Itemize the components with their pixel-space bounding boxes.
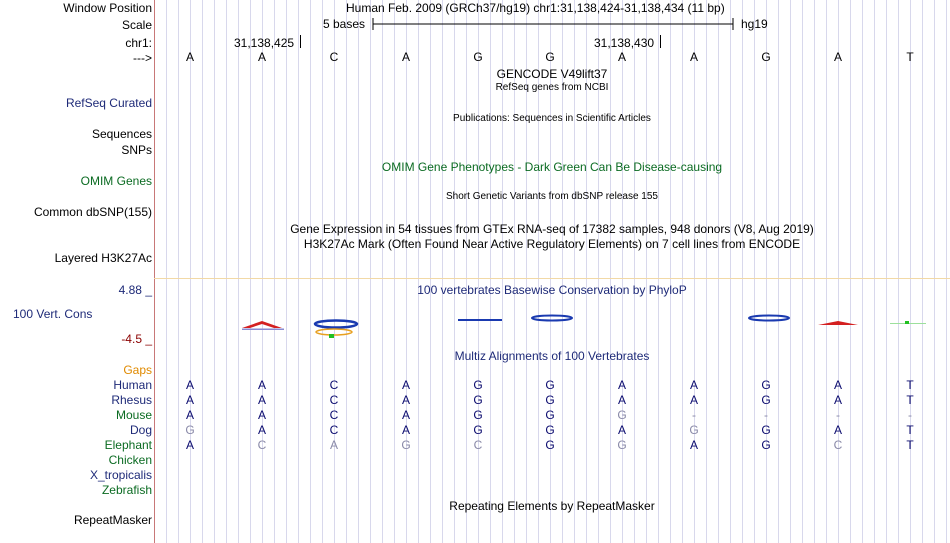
species-label[interactable]: Rhesus [111, 393, 152, 407]
species-label[interactable]: X_tropicalis [89, 468, 152, 482]
sequence-base: A [833, 50, 842, 64]
alignment-base: A [185, 408, 194, 422]
alignment-base: G [545, 378, 555, 392]
alignment-base: A [833, 378, 842, 392]
vert-cons-label[interactable]: 100 Vert. Cons [13, 307, 93, 321]
glyph-a-10 [818, 321, 858, 325]
conservation-logo-glyphs [0, 310, 950, 340]
scale-bar [372, 17, 735, 31]
alignment-base: T [906, 423, 914, 437]
alignment-base: T [906, 438, 914, 452]
omim-track-title: OMIM Gene Phenotypes - Dark Green Can Be Disease-causing [381, 160, 723, 174]
sequence-base: C [329, 50, 339, 64]
scale-text: 5 bases [323, 17, 366, 31]
alignment-base: A [401, 393, 410, 407]
alignment-base: C [329, 393, 339, 407]
refseq-track-title: RefSeq genes from NCBI [495, 82, 609, 93]
gaps-label[interactable]: Gaps [123, 363, 152, 377]
sequence-base: T [906, 50, 914, 64]
gencode-track-title: GENCODE V49lift37 [496, 67, 608, 81]
alignment-base: G [545, 393, 555, 407]
alignment-base: A [257, 423, 266, 437]
sequence-base: A [689, 50, 698, 64]
alignment-base: A [617, 393, 626, 407]
conservation-min-label: -4.5 _ [121, 332, 152, 346]
alignment-base: A [617, 378, 626, 392]
alignment-base: G [761, 393, 771, 407]
species-label[interactable]: Human [113, 378, 152, 392]
common-dbsnp-label[interactable]: Common dbSNP(155) [33, 205, 152, 219]
alignment-base: G [545, 408, 555, 422]
alignment-base: A [833, 423, 842, 437]
alignment-base: G [617, 408, 627, 422]
alignment-base: C [473, 438, 483, 452]
alignment-base: A [401, 408, 410, 422]
refseq-curated-label[interactable]: RefSeq Curated [65, 96, 152, 110]
alignment-base: T [906, 378, 914, 392]
alignment-base: A [689, 438, 698, 452]
omim-genes-label[interactable]: OMIM Genes [80, 174, 152, 188]
alignment-base: A [689, 378, 698, 392]
assembly-position-info: Human Feb. 2009 (GRCh37/hg19) chr1:31,138,424-31,138,434 (11 bp) [346, 1, 725, 15]
alignment-base: C [833, 438, 843, 452]
alignment-base: A [257, 393, 266, 407]
dbsnp-track-title: Short Genetic Variants from dbSNP release 155 [446, 191, 658, 202]
coordinate-tick-mark-1 [300, 35, 301, 48]
sequences-label[interactable]: Sequences [91, 127, 152, 141]
h3k27ac-track-title: H3K27Ac Mark (Often Found Near Active Regulatory Elements) on 7 cell lines from ENCODE [303, 237, 801, 251]
alignment-base: G [473, 423, 483, 437]
alignment-base: A [401, 423, 410, 437]
sequence-base: A [257, 50, 266, 64]
alignment-base: - [764, 408, 768, 422]
sequence-base: G [761, 50, 771, 64]
glyph-g-9 [749, 316, 789, 321]
alignment-base: - [908, 408, 912, 422]
sequence-base: G [473, 50, 483, 64]
species-label[interactable]: Elephant [104, 438, 152, 452]
repeatmasker-track-title: Repeating Elements by RepeatMasker [449, 499, 655, 513]
alignment-base: G [761, 423, 771, 437]
sequence-base: A [401, 50, 410, 64]
coordinate-tick-1: 31,138,425 [234, 36, 295, 50]
species-label[interactable]: Zebrafish [101, 483, 152, 497]
glyph-g-6 [532, 316, 572, 321]
phylop-track-title: 100 vertebrates Basewise Conservation by PhyloP [417, 283, 687, 297]
alignment-base: G [545, 423, 555, 437]
alignment-base: G [473, 408, 483, 422]
alignment-base: G [545, 438, 555, 452]
alignment-base: A [185, 438, 194, 452]
alignment-base: A [257, 378, 266, 392]
species-label[interactable]: Chicken [108, 453, 152, 467]
alignment-base: G [473, 378, 483, 392]
alignment-base: - [836, 408, 840, 422]
alignment-base: A [689, 393, 698, 407]
chrom-label[interactable]: chr1: [125, 36, 152, 50]
alignment-base: G [617, 438, 627, 452]
alignment-base: G [473, 393, 483, 407]
glyph-g-5 [458, 319, 502, 321]
glyph-c-3 [315, 321, 357, 339]
alignment-base: A [833, 393, 842, 407]
sequence-base: A [617, 50, 626, 64]
species-label[interactable]: Mouse [115, 408, 152, 422]
snps-label[interactable]: SNPs [121, 143, 152, 157]
multiz-track-title: Multiz Alignments of 100 Vertebrates [454, 349, 650, 363]
alignment-base: A [401, 378, 410, 392]
alignment-base: C [257, 438, 267, 452]
species-label[interactable]: Dog [129, 423, 152, 437]
alignment-base: C [329, 408, 339, 422]
scale-db: hg19 [741, 17, 768, 31]
alignment-base: C [329, 423, 339, 437]
alignment-base: A [617, 423, 626, 437]
glyph-a-2 [242, 321, 284, 330]
alignment-base: G [761, 378, 771, 392]
publications-track-title: Publications: Sequences in Scientific Articles [453, 113, 651, 124]
strand-label[interactable]: ---> [133, 51, 152, 65]
alignment-base: G [761, 438, 771, 452]
gtex-track-title: Gene Expression in 54 tissues from GTEx RNA-seq of 17382 samples, 948 donors (V8, Aug 2019) [290, 222, 814, 236]
alignment-base: T [906, 393, 914, 407]
alignment-base: A [257, 408, 266, 422]
sequence-base: G [545, 50, 555, 64]
glyph-t-11-mark [905, 321, 909, 324]
coordinate-tick-2: 31,138,430 [594, 36, 655, 50]
alignment-base: G [689, 423, 699, 437]
sequence-base: A [185, 50, 194, 64]
alignment-base: G [185, 423, 195, 437]
layered-h3k27ac-label[interactable]: Layered H3K27Ac [54, 251, 152, 265]
alignment-base: A [185, 393, 194, 407]
conservation-max-label: 4.88 _ [118, 283, 152, 297]
alignment-base: C [329, 378, 339, 392]
scale-label[interactable]: Scale [121, 18, 152, 32]
alignment-base: - [692, 408, 696, 422]
repeatmasker-label[interactable]: RepeatMasker [73, 513, 152, 527]
window-position-label[interactable]: Window Position [63, 1, 152, 15]
alignment-base: A [185, 378, 194, 392]
coordinate-tick-mark-2 [660, 35, 661, 48]
alignment-base: G [401, 438, 411, 452]
alignment-base: A [329, 438, 338, 452]
